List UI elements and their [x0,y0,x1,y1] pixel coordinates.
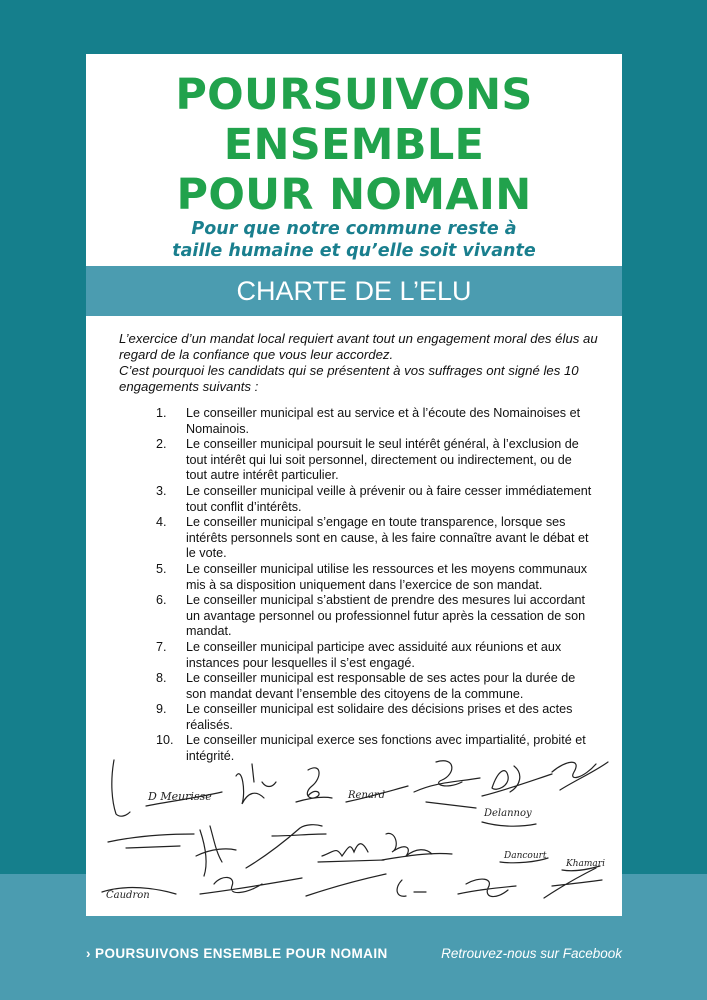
signature [200,877,302,894]
signature [552,762,608,790]
signature [108,834,194,848]
item-text: Le conseiller municipal est solidaire des décisions prises et des actes réalisés. [186,702,573,732]
list-item [156,562,596,593]
subtitle-line: Pour que notre commune reste à [191,219,517,239]
list-item [156,406,596,437]
item-text: Le conseiller municipal poursuit le seul intérêt général, à l’exclusion de tout intérêt qui lui soit personnel, directement ou indirectement, ou de tout autre intérêt particulier. [186,437,579,483]
list-item [156,593,596,640]
footer-slogan: › POURSUIVONS ENSEMBLE POUR NOMAIN [86,946,388,961]
item-text: Le conseiller municipal participe avec assiduité aux réunions et aux instances pour lesquelles il s’est engagé. [186,639,562,670]
item-number: 4. [156,515,167,530]
signature [500,851,548,863]
signature [102,888,176,901]
item-number: 9. [156,702,167,717]
list-item [156,640,596,671]
item-text: Le conseiller municipal est responsable de ses actes pour la durée de son mandat devant l’ensemble des citoyens de la commune. [186,671,576,701]
signature [196,826,236,876]
subtitle [86,218,622,262]
signature [382,833,452,860]
intro-paragraph: C’est pourquoi les candidats qui se présentent à vos suffrages ont signé les 10 engagements suivants : [119,363,579,394]
signature [146,790,222,806]
charter-title: CHARTE DE L’ELU [86,266,622,316]
headline-line: POUR NOMAIN [176,170,532,220]
item-text: Le conseiller municipal exerce ses fonctions avec impartialité, probité et intégrité. [186,733,586,764]
list-item [156,437,596,484]
list-item [156,484,596,515]
signature [397,880,426,896]
headline [86,70,622,220]
signature [482,808,536,826]
signature-name: Khamari [566,859,605,869]
headline-line: POURSUIVONS [175,70,533,120]
item-text: Le conseiller municipal s’abstient de prendre des mesures lui accordant un avantage personnel ou professionnel futur après la cessation de son mandat. [186,593,586,639]
signature [562,859,605,871]
intro-text [119,331,599,395]
item-number: 8. [156,671,167,686]
signature [296,768,332,802]
signature-name: Caudron [106,890,150,901]
signature [112,760,130,816]
signatures-area [96,752,616,912]
list-item [156,515,596,562]
item-number: 3. [156,483,167,498]
item-number: 7. [156,639,167,654]
item-number: 6. [156,593,167,608]
headline-line: ENSEMBLE [223,120,485,170]
signature [544,868,602,898]
signature [482,766,552,796]
signature [236,764,276,804]
signature-name: D Meurisse [148,790,212,803]
item-text: Le conseiller municipal s’engage en toute transparence, lorsque ses intérêts personnels sont en cause, à les faire connaître avant le débat et le vote. [186,515,589,561]
signature [346,786,408,802]
commitments-list [156,406,596,765]
item-number: 1. [156,406,167,420]
signature [306,874,386,896]
intro-paragraph: L’exercice d’un mandat local requiert avant tout un engagement moral des élus au regard de la confiance que vous leur accordez. [119,331,598,362]
subtitle-line: taille humaine et qu’elle soit vivante [172,241,536,261]
item-text: Le conseiller municipal est au service et à l’écoute des Nomainoises et Nomainois. [186,406,581,436]
signature-name: Dancourt [504,851,547,861]
item-number: 10. [156,733,174,748]
signature-name: Delannoy [484,808,532,819]
signature [246,825,326,868]
item-text: Le conseiller municipal veille à prévenir ou à faire cesser immédiatement tout conflit d’intérêts. [186,483,592,514]
charter-card [86,54,622,916]
signature-name: Renard [348,790,386,801]
item-text: Le conseiller municipal utilise les ressources et les moyens communaux mis à sa disposition uniquement dans l’exercice de son mandat. [186,561,588,592]
signature [414,761,480,808]
signature [458,879,516,897]
item-number: 2. [156,437,167,452]
list-item [156,702,596,733]
signature [318,844,384,862]
list-item [156,671,596,702]
item-number: 5. [156,561,167,576]
footer-facebook-link[interactable]: Retrouvez-nous sur Facebook [441,946,622,961]
